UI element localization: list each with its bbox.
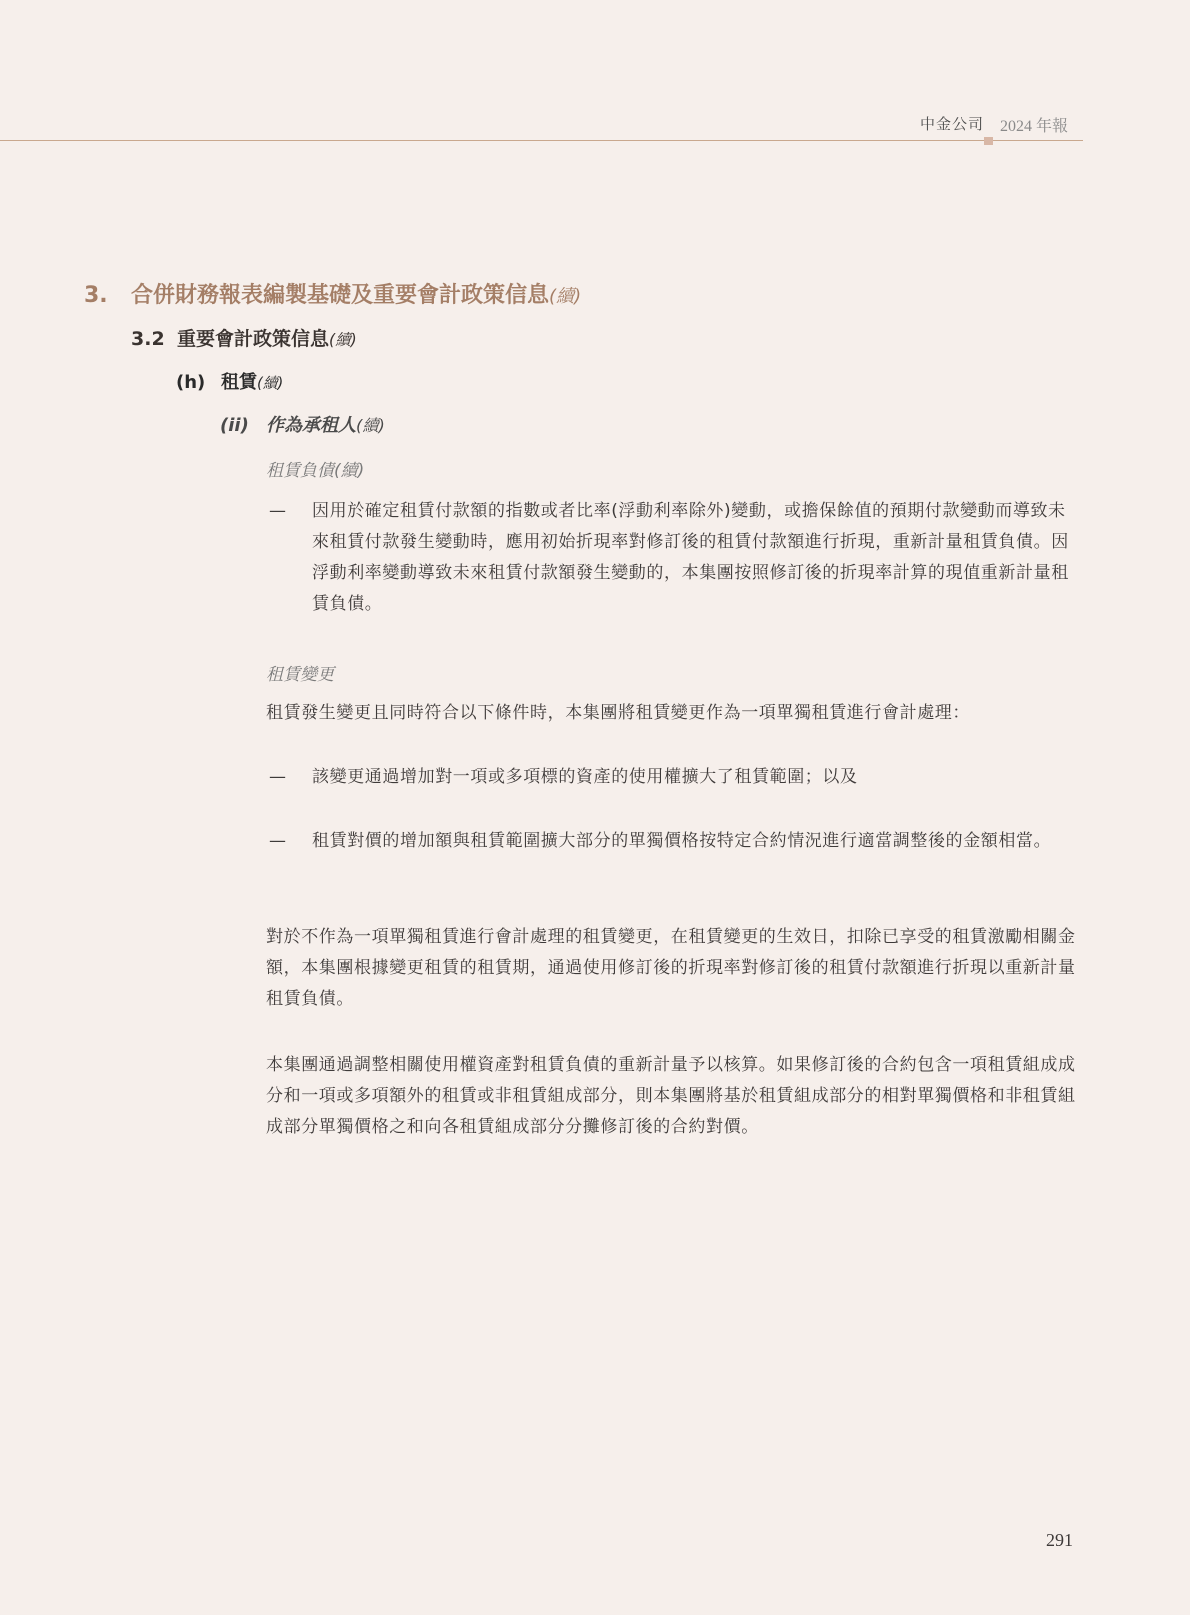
lease-liability-heading: 租賃負債(續)	[266, 461, 365, 481]
bullet-dash: —	[269, 767, 287, 787]
page-number: 291	[1046, 1530, 1073, 1550]
subsection-number: 3.2	[131, 328, 165, 350]
item-number: (h)	[176, 372, 206, 393]
subitem-title: 作為承租人	[266, 415, 356, 436]
bullet-item-2	[266, 762, 1078, 793]
header-divider	[0, 140, 1083, 141]
paragraph-non-separate-modification: 對於不作為一項單獨租賃進行會計處理的租賃變更，在租賃變更的生效日，扣除已享受的租賃激勵相關金額，本集團根據變更租賃的租賃期，通過使用修訂後的折現率對修訂後的租賃付款額進行折現以重新計量租賃負債。	[266, 927, 1076, 1009]
bullet-text: 租賃對價的增加額與租賃範圍擴大部分的單獨價格按特定合約情況進行適當調整後的金額相當。	[312, 831, 1052, 851]
subitem-number: (ii)	[220, 415, 249, 436]
section-title: 合併財務報表編製基礎及重要會計政策信息	[131, 283, 550, 308]
bullet-text: 該變更通過增加對一項或多項標的資產的使用權擴大了租賃範圍；以及	[312, 767, 858, 787]
bullet-dash: —	[269, 501, 287, 521]
header-report-title: 2024 年報	[1000, 118, 1069, 135]
bullet-dash: —	[269, 831, 287, 851]
section-number: 3.	[84, 283, 108, 308]
item-heading	[176, 368, 283, 394]
header-company-name: 中金公司	[920, 115, 985, 133]
subsection-continued: (續)	[329, 331, 357, 349]
header-square-marker	[984, 137, 993, 145]
paragraph-right-of-use-adjustment: 本集團通過調整相關使用權資產對租賃負債的重新計量予以核算。如果修訂後的合約包含一項租賃組成成分和一項或多項額外的租賃或非租賃組成部分，則本集團將基於租賃組成部分的相對單獨價格和非租賃組成部分單獨價格之和向各租賃組成部分分攤修訂後的合約對價。	[266, 1055, 1076, 1137]
subsection-heading	[131, 324, 357, 351]
section-heading	[84, 278, 581, 309]
modification-intro: 租賃發生變更且同時符合以下條件時，本集團將租賃變更作為一項單獨租賃進行會計處理：	[266, 703, 970, 723]
bullet-item-1	[266, 496, 1078, 620]
bullet-item-3	[266, 826, 1078, 857]
item-continued: (續)	[257, 375, 284, 392]
subsection-title: 重要會計政策信息	[177, 328, 330, 350]
bullet-text: 因用於確定租賃付款額的指數或者比率(浮動利率除外)變動，或擔保餘值的預期付款變動而導致未來租賃付款發生變動時，應用初始折現率對修訂後的租賃付款額進行折現，重新計量租賃負債。因浮動利率變動導致未來租賃付款額發生變動的，本集團按照修訂後的折現率計算的現值重新計量租賃負債。	[312, 501, 1069, 614]
subitem-heading	[220, 411, 385, 437]
item-title: 租賃	[221, 372, 257, 393]
section-continued: (續)	[549, 286, 582, 307]
modification-heading: 租賃變更	[266, 665, 334, 685]
subitem-continued: (續)	[356, 416, 385, 435]
